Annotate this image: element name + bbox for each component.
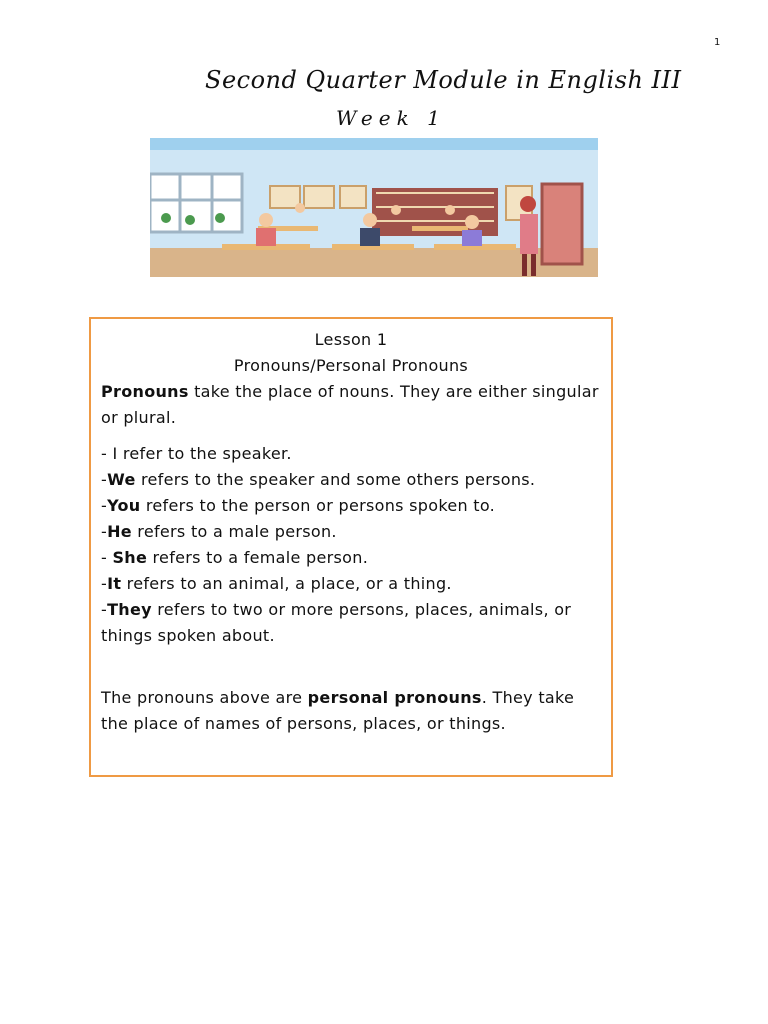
module-title: Second Quarter Module in English III xyxy=(205,66,682,94)
rule-prefix: - xyxy=(101,600,108,619)
rule-text: refers to the speaker and some others persons. xyxy=(135,470,536,489)
closing-before: The pronouns above are xyxy=(101,688,308,707)
intro-term: Pronouns xyxy=(101,382,189,401)
rule-pronoun: You xyxy=(107,496,141,515)
rule-pronoun: It xyxy=(107,574,122,593)
pronoun-rule xyxy=(101,545,601,571)
pronoun-rule xyxy=(101,493,601,519)
pronoun-rule xyxy=(101,571,601,597)
intro-text: take the place of nouns. They are either singular or plural. xyxy=(101,382,599,427)
rule-pronoun: We xyxy=(107,470,136,489)
rule-text: refers to the person or persons spoken to. xyxy=(140,496,496,515)
rule-pronoun: I xyxy=(112,444,118,463)
rule-pronoun: He xyxy=(107,522,132,541)
classroom-illustration-icon xyxy=(150,138,598,277)
rule-text: refer to the speaker. xyxy=(117,444,292,463)
rule-prefix: - xyxy=(101,548,113,567)
rule-text: refers to an animal, a place, or a thing. xyxy=(121,574,452,593)
page-number: 1 xyxy=(714,37,721,48)
intro-paragraph xyxy=(101,379,601,431)
pronoun-rule xyxy=(101,519,601,545)
closing-after: . They take the place of names of persons, places, or things. xyxy=(101,688,575,733)
closing-paragraph xyxy=(101,685,601,737)
rule-text: refers to two or more persons, places, animals, or things spoken about. xyxy=(101,600,572,645)
rule-pronoun: She xyxy=(112,548,148,567)
rule-prefix: - xyxy=(101,574,108,593)
week-label: Week 1 xyxy=(336,106,446,130)
rule-prefix: - xyxy=(101,522,108,541)
pronoun-rule xyxy=(101,441,601,467)
pronoun-rule xyxy=(101,597,601,649)
classroom-illustration xyxy=(150,138,598,277)
pronoun-rule xyxy=(101,467,601,493)
rule-text: refers to a female person. xyxy=(147,548,369,567)
lesson-subtitle: Pronouns/Personal Pronouns xyxy=(233,356,469,375)
pronoun-rule-list xyxy=(101,441,601,649)
closing-term: personal pronouns xyxy=(307,688,482,707)
rule-text: refers to a male person. xyxy=(131,522,337,541)
lesson-box xyxy=(89,317,613,777)
rule-prefix: - xyxy=(101,496,108,515)
rule-prefix: - xyxy=(101,470,108,489)
rule-prefix: - xyxy=(101,444,113,463)
rule-pronoun: They xyxy=(107,600,152,619)
lesson-heading: Lesson 1 xyxy=(314,330,388,349)
